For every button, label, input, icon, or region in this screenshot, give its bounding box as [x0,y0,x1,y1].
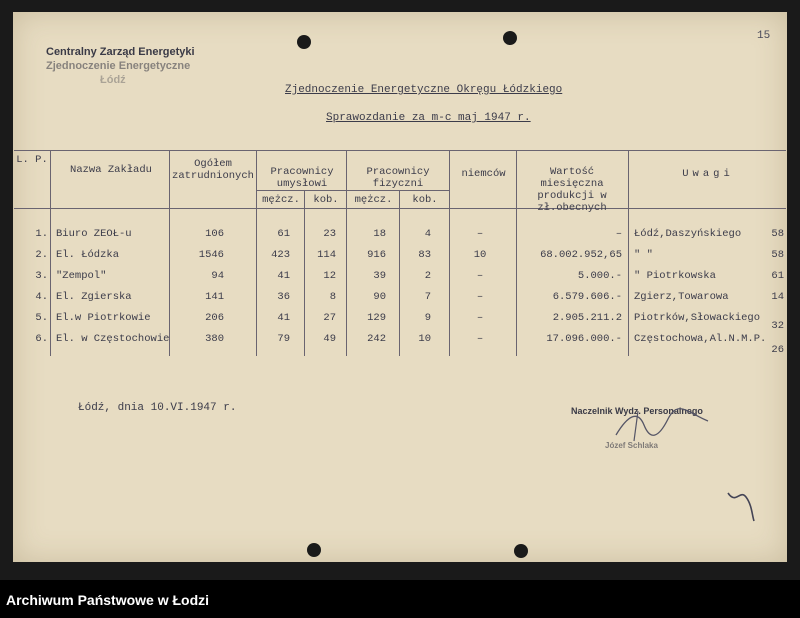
table-rule [256,150,257,356]
cell-value: – [615,228,622,240]
cell-total: 380 [205,333,224,345]
header-physical-women: kob. [412,194,438,206]
cell-m-men: 41 [277,270,290,282]
header-notes: Uwagi [682,168,734,180]
table-rule [256,190,449,191]
cell-lp: 6. [35,333,48,345]
cell-total: 94 [211,270,224,282]
handwritten-signature [608,405,718,443]
cell-name: El. Łódzka [56,249,120,261]
table-rule [14,150,786,151]
header-lp: L. P. [16,154,48,166]
cell-name: Biuro ZEOŁ-u [56,228,132,240]
table-rule [50,150,51,356]
cell-value: 2.905.211.2 [552,312,622,324]
stamp-line-1: Centralny Zarząd Energetyki [46,46,195,58]
cell-num: 58 [771,249,784,261]
cell-note: " Piotrkowska [634,270,716,282]
report-table [14,150,786,356]
cell-german: – [476,270,484,282]
cell-num: 14 [771,291,784,303]
cell-f-men: 916 [367,249,386,261]
cell-f-women: 83 [418,249,431,261]
cell-note: Częstochowa,Al.N.M.P. [634,333,767,345]
cell-name: "Zempol" [56,270,107,282]
cell-num: 26 [771,344,784,356]
cell-name: El. w Częstochowie [56,333,170,345]
cell-m-men: 36 [277,291,290,303]
header-total: Ogółem zatrudnionych [172,158,254,182]
cell-f-women: 10 [418,333,431,345]
cell-f-women: 9 [424,312,431,324]
place-date: Łódź, dnia 10.VI.1947 r. [78,402,237,414]
stamp-line-2: Zjednoczenie Energetyczne [46,60,191,72]
punch-hole [307,543,321,557]
cell-german: 10 [473,249,487,261]
punch-hole [297,35,311,49]
punch-hole [503,31,517,45]
cell-total: 106 [205,228,224,240]
signature-title: Naczelnik Wydz. Personalnego [571,406,703,416]
cell-m-women: 8 [329,291,336,303]
header-mental-men: mężcz. [262,194,300,206]
header-value: Wartość miesięczna produkcji w zł.obecnych [537,166,607,214]
cell-num: 58 [771,228,784,240]
cell-num: 32 [771,320,784,332]
cell-m-men: 423 [271,249,290,261]
stamp-line-3: Łódź [100,74,126,86]
cell-value: 6.579.606.- [552,291,622,303]
document-title: Zjednoczenie Energetyczne Okręgu Łódzkiego [285,84,563,96]
header-mental-women: kob. [313,194,339,206]
archive-footer [0,580,800,618]
table-rule [14,208,786,209]
cell-note: Piotrków,Słowackiego [634,312,761,324]
archive-name: Archiwum Państwowe w Łodzi [6,592,210,608]
cell-value: 5.000.- [577,270,622,282]
cell-m-women: 27 [323,312,336,324]
header-german: niemców [461,168,506,180]
cell-m-women: 114 [317,249,336,261]
cell-note: " " [634,249,653,261]
page-number: 15 [757,30,771,42]
table-rule [516,150,517,356]
cell-lp: 1. [35,228,48,240]
cell-f-women: 4 [424,228,431,240]
header-physical-men: mężcz. [354,194,393,206]
cell-value: 17.096.000.- [546,333,622,345]
cell-name: El.w Piotrkowie [56,312,151,324]
cell-lp: 3. [35,270,48,282]
pencil-mark [722,485,758,525]
cell-note: Zgierz,Towarowa [634,291,729,303]
cell-m-men: 41 [277,312,290,324]
cell-m-men: 61 [277,228,290,240]
cell-m-men: 79 [277,333,290,345]
cell-german: – [476,312,484,324]
cell-f-women: 2 [424,270,431,282]
table-rule [449,150,450,356]
cell-german: – [476,228,484,240]
table-rule [304,190,305,356]
punch-hole [514,544,528,558]
cell-f-men: 242 [367,333,386,345]
header-physical: Pracownicy fizyczni [366,166,430,190]
table-rule [346,150,347,356]
cell-num: 61 [771,270,784,282]
cell-f-men: 90 [373,291,386,303]
cell-total: 206 [205,312,224,324]
cell-german: – [476,333,484,345]
cell-german: – [476,291,484,303]
cell-total: 141 [205,291,224,303]
signature-name: Józef Schlaka [605,441,658,450]
header-mental: Pracownicy umysłowi [270,166,334,190]
header-name: Nazwa Zakładu [70,164,152,176]
table-rule [169,150,170,356]
cell-f-men: 39 [373,270,386,282]
cell-f-men: 18 [373,228,386,240]
cell-f-men: 129 [367,312,386,324]
cell-value: 68.002.952,65 [540,249,622,261]
table-rule [628,150,629,356]
cell-lp: 4. [35,291,48,303]
cell-m-women: 23 [323,228,336,240]
cell-note: Łódź,Daszyńskiego [634,228,742,240]
cell-f-women: 7 [424,291,431,303]
cell-m-women: 49 [323,333,336,345]
cell-total: 1546 [198,249,224,261]
cell-name: El. Zgierska [56,291,132,303]
cell-lp: 5. [35,312,48,324]
cell-lp: 2. [35,249,48,261]
cell-m-women: 12 [323,270,336,282]
table-rule [399,190,400,356]
document-subtitle: Sprawozdanie za m-c maj 1947 r. [326,112,531,124]
